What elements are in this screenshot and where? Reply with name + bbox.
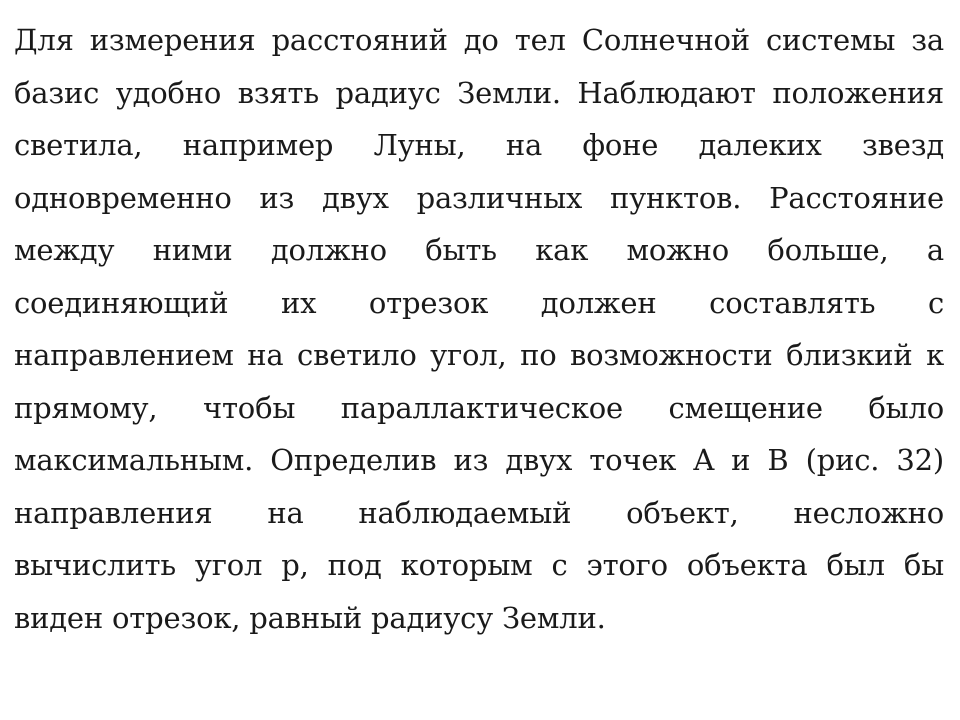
paragraph-line: виден отрезок, равный радиусу Земли.: [14, 600, 606, 635]
paragraph-line: вычислить угол p, под которым с этого объекта был бы: [14, 548, 944, 582]
paragraph-line: Для измерения расстояний до тел Солнечной системы за: [14, 23, 944, 57]
paragraph-line: между ними должно быть как можно больше, а: [14, 233, 944, 267]
paragraph-line: направлением на светило угол, по возможности близкий к: [14, 338, 944, 372]
paragraph-line: одновременно из двух различных пунктов. Расстояние: [14, 180, 944, 215]
paragraph-line: базис удобно взять радиус Земли. Наблюдают положения: [14, 75, 944, 110]
body-paragraph: [14, 14, 944, 644]
paragraph-line: направления на наблюдаемый объект, несложно: [14, 495, 944, 530]
paragraph-line: прямому, чтобы параллактическое смещение было: [14, 390, 944, 425]
paragraph-line: соединяющий их отрезок должен составлять с: [14, 285, 944, 320]
paragraph-line: светила, например Луны, на фоне далеких звезд: [14, 128, 944, 162]
paragraph-line: максимальным. Определив из двух точек A и B (рис. 32): [14, 443, 944, 477]
